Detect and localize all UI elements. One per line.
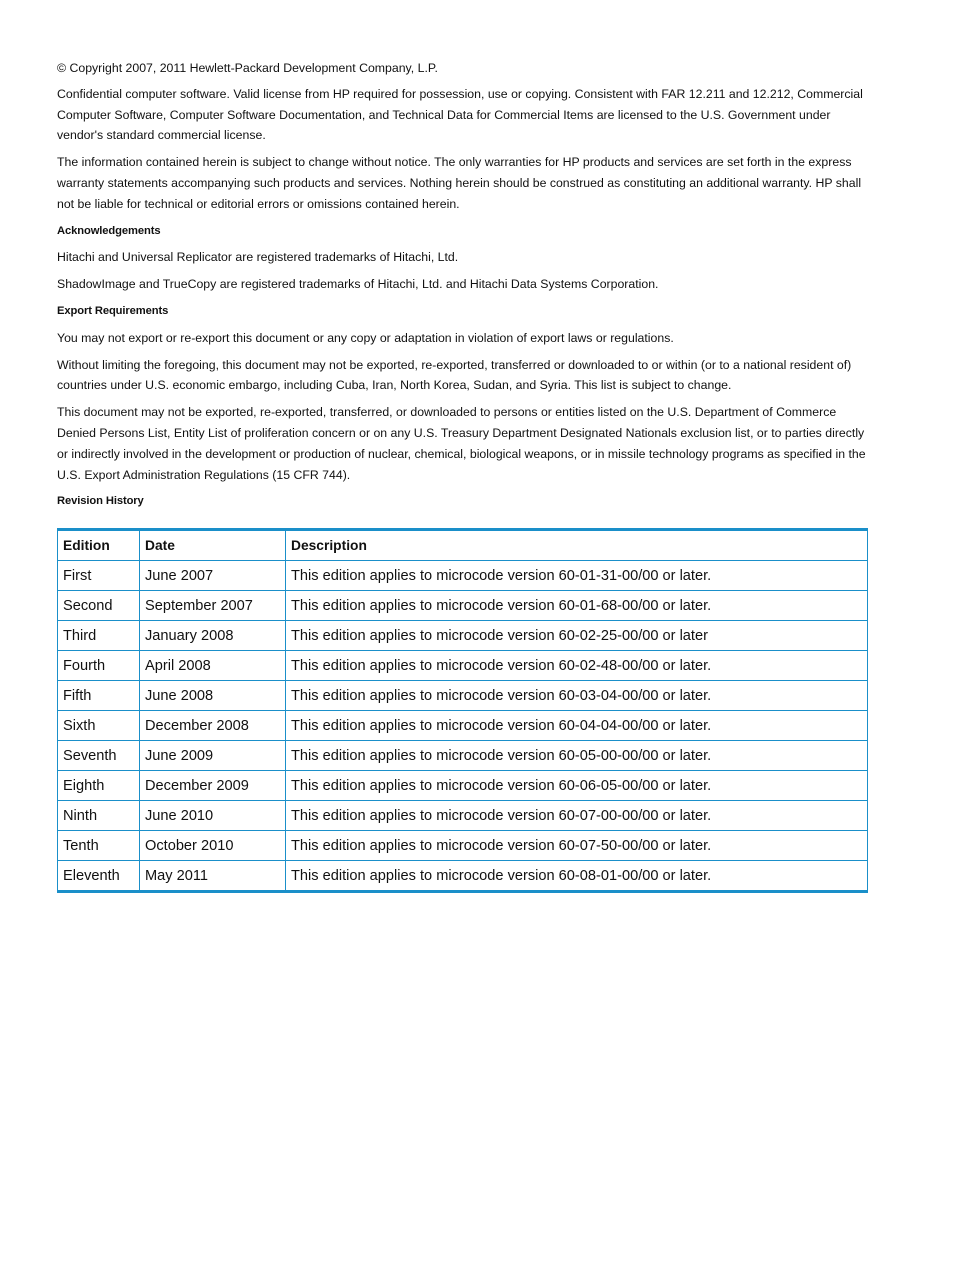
acknowledgement-line: ShadowImage and TrueCopy are registered trademarks of Hitachi, Ltd. and Hitachi Data Systems Corporation.	[57, 277, 659, 292]
description-cell: This edition applies to microcode version 60-04-04-00/00 or later.	[286, 711, 868, 741]
date-cell: January 2008	[140, 621, 286, 651]
revision-history-table	[57, 528, 868, 893]
table-row	[58, 621, 868, 651]
edition-cell: Seventh	[58, 741, 140, 771]
edition-cell: Fifth	[58, 681, 140, 711]
date-cell: June 2007	[140, 561, 286, 591]
table-row	[58, 651, 868, 681]
confidential-notice: Confidential computer software. Valid license from HP required for possession, use or copying. Consistent with FAR 12.211 and 12.212, Commercial Computer Software, Computer Software Documentation, and Technical Data for Commercial Items are licensed to the U.S. Government under vendor's standard commercial license.	[57, 86, 863, 143]
date-cell: December 2009	[140, 771, 286, 801]
column-header-edition: Edition	[58, 530, 140, 561]
date-cell: June 2009	[140, 741, 286, 771]
date-cell: September 2007	[140, 591, 286, 621]
table-row	[58, 861, 868, 892]
export-paragraph: Without limiting the foregoing, this document may not be exported, re-exported, transferred or downloaded to or within (or to a national resident of) countries under U.S. economic embargo, including Cuba, Iran, North Korea, Sudan, and Syria. This list is subject to change.	[57, 357, 852, 393]
edition-cell: Third	[58, 621, 140, 651]
export-paragraph: This document may not be exported, re-exported, transferred, or downloaded to persons or entities listed on the U.S. Department of Commerce Denied Persons List, Entity List of proliferation concern or on any U.S. Treasury Department Designated Nationals exclusion list, or to parties directly or indirectly involved in the development or production of nuclear, chemical, biological weapons, or in missile technology programs as specified in the U.S. Export Administration Regulations (15 CFR 744).	[57, 405, 866, 482]
column-header-date: Date	[140, 530, 286, 561]
description-cell: This edition applies to microcode version 60-03-04-00/00 or later.	[286, 681, 868, 711]
table-row	[58, 561, 868, 591]
legal-notice-page	[57, 58, 869, 517]
description-cell: This edition applies to microcode version 60-05-00-00/00 or later.	[286, 741, 868, 771]
description-cell: This edition applies to microcode version 60-02-48-00/00 or later.	[286, 651, 868, 681]
description-cell: This edition applies to microcode version 60-07-50-00/00 or later.	[286, 831, 868, 861]
table-row	[58, 711, 868, 741]
revision-history-heading: Revision History	[57, 495, 144, 508]
edition-cell: Fourth	[58, 651, 140, 681]
edition-cell: First	[58, 561, 140, 591]
date-cell: December 2008	[140, 711, 286, 741]
table-row	[58, 741, 868, 771]
description-cell: This edition applies to microcode version 60-07-00-00/00 or later.	[286, 801, 868, 831]
copyright-notice: © Copyright 2007, 2011 Hewlett-Packard Development Company, L.P.	[57, 61, 438, 75]
date-cell: April 2008	[140, 651, 286, 681]
edition-cell: Second	[58, 591, 140, 621]
column-header-description: Description	[286, 530, 868, 561]
table-row	[58, 831, 868, 861]
edition-cell: Eleventh	[58, 861, 140, 892]
date-cell: October 2010	[140, 831, 286, 861]
edition-cell: Sixth	[58, 711, 140, 741]
export-requirements-heading: Export Requirements	[57, 304, 169, 317]
edition-cell: Ninth	[58, 801, 140, 831]
table-row	[58, 681, 868, 711]
date-cell: June 2010	[140, 801, 286, 831]
description-cell: This edition applies to microcode version 60-08-01-00/00 or later.	[286, 861, 868, 892]
description-cell: This edition applies to microcode version 60-01-31-00/00 or later.	[286, 561, 868, 591]
table-row	[58, 591, 868, 621]
table-row	[58, 801, 868, 831]
date-cell: June 2008	[140, 681, 286, 711]
edition-cell: Eighth	[58, 771, 140, 801]
acknowledgements-heading: Acknowledgements	[57, 224, 161, 237]
description-cell: This edition applies to microcode version 60-06-05-00/00 or later.	[286, 771, 868, 801]
acknowledgement-line: Hitachi and Universal Replicator are registered trademarks of Hitachi, Ltd.	[57, 250, 459, 265]
disclaimer-notice: The information contained herein is subject to change without notice. The only warranties for HP products and services are set forth in the express warranty statements accompanying such products and services. Nothing herein should be construed as constituting an additional warranty. HP shall not be liable for technical or editorial errors or omissions contained herein.	[57, 155, 862, 211]
description-cell: This edition applies to microcode version 60-02-25-00/00 or later	[286, 621, 868, 651]
table-header-row	[58, 530, 868, 561]
date-cell: May 2011	[140, 861, 286, 892]
export-paragraph: You may not export or re-export this document or any copy or adaptation in violation of export laws or regulations.	[57, 330, 674, 345]
table-row	[58, 771, 868, 801]
description-cell: This edition applies to microcode version 60-01-68-00/00 or later.	[286, 591, 868, 621]
edition-cell: Tenth	[58, 831, 140, 861]
